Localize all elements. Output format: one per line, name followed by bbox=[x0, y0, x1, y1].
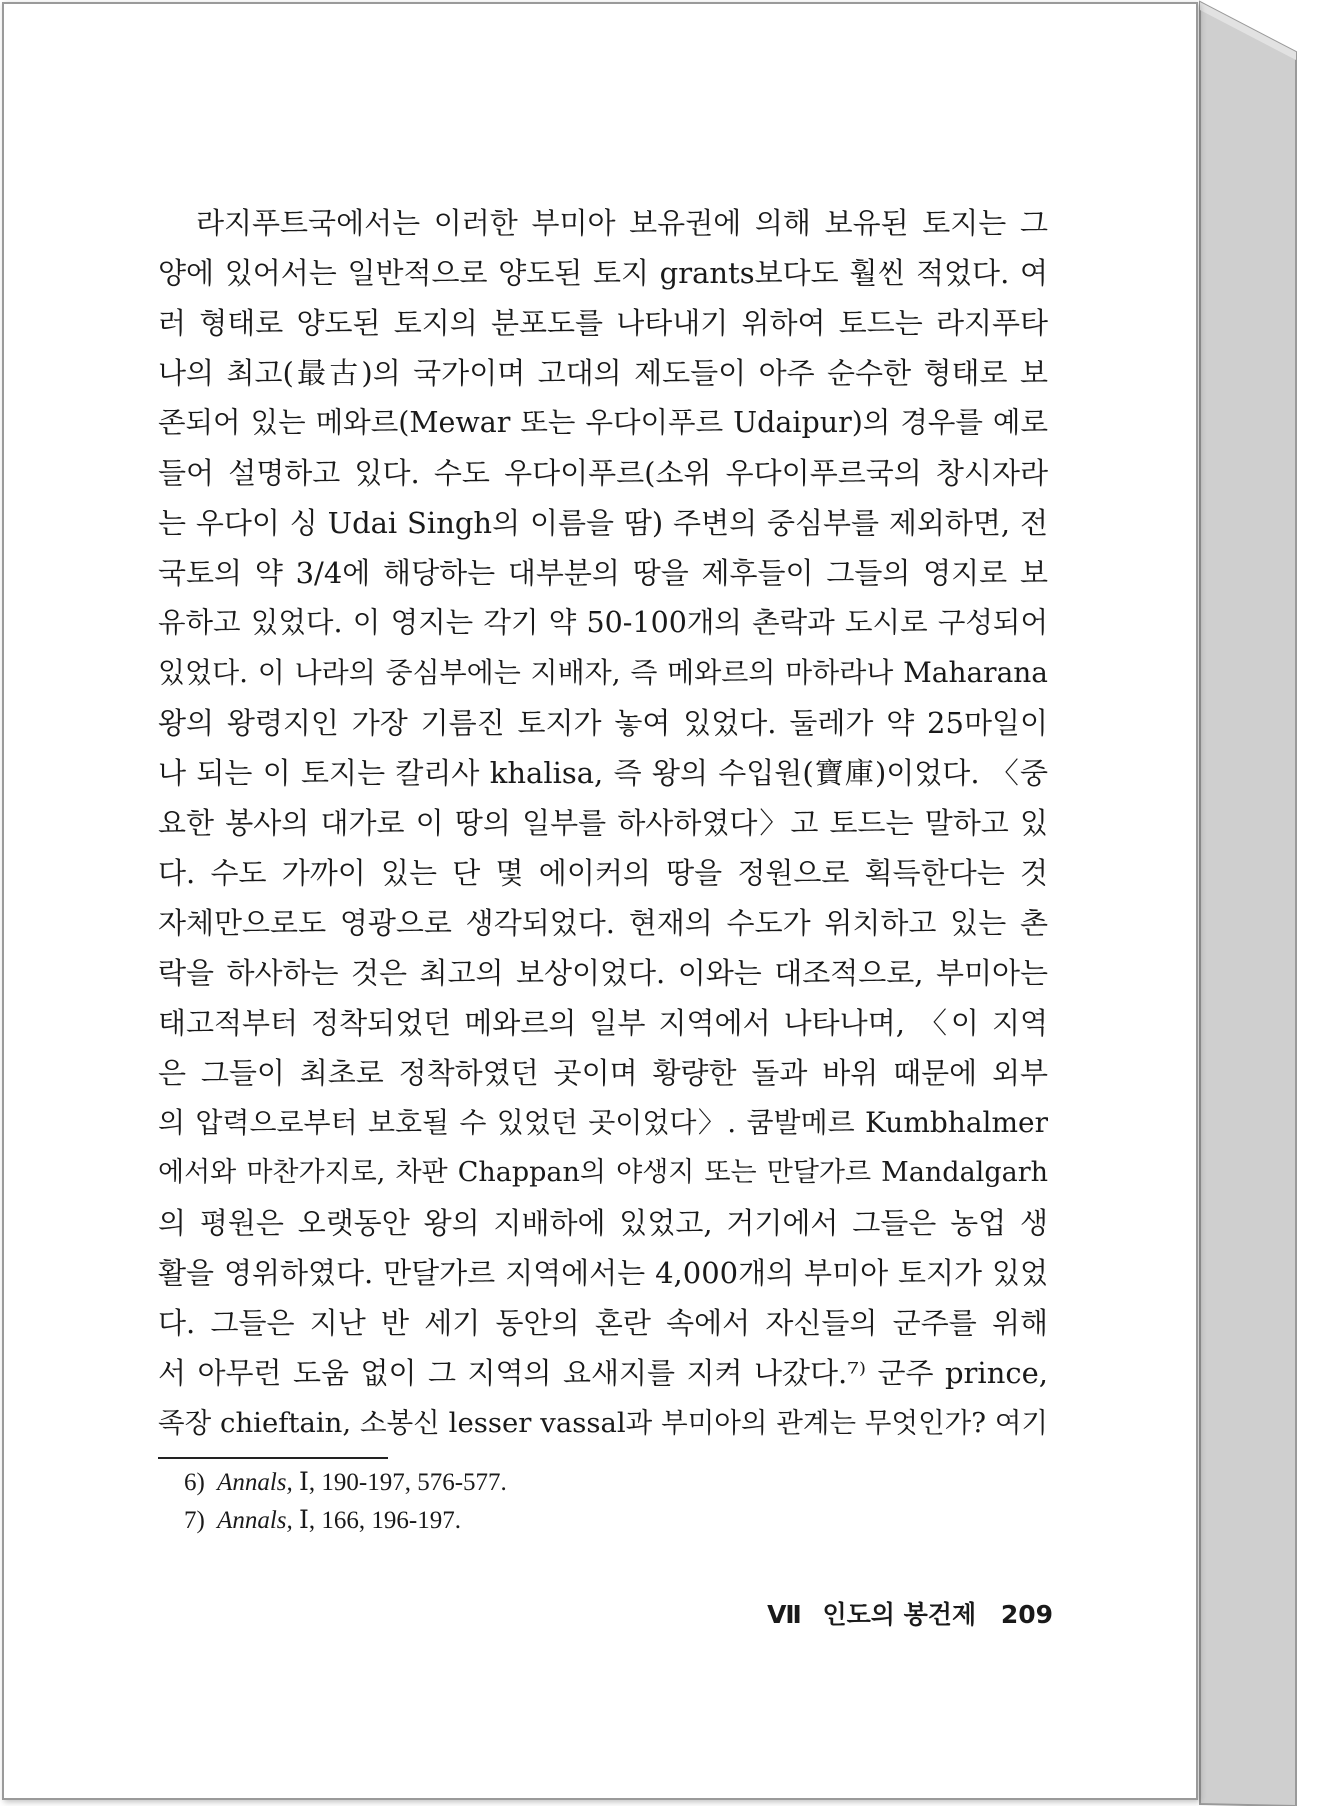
body-line: 국토의 약 3/4에 해당하는 대부분의 땅을 제후들이 그들의 영지로 보 bbox=[158, 556, 1048, 590]
body-line: 러 형태로 양도된 토지의 분포도를 나타내기 위하여 토드는 라지푸타 bbox=[158, 306, 1048, 340]
footnote-work-title: Annals, bbox=[217, 1507, 293, 1534]
body-line: 태고적부터 정착되었던 메와르의 일부 지역에서 나타나며, 〈이 지역 bbox=[158, 1006, 1048, 1040]
footnote-reference: Ⅰ, 166, 196-197. bbox=[299, 1507, 461, 1534]
body-text bbox=[158, 198, 1048, 1448]
body-line: 요한 봉사의 대가로 이 땅의 일부를 하사하였다〉고 토드는 말하고 있 bbox=[158, 806, 1048, 840]
body-line: 자체만으로도 영광으로 생각되었다. 현재의 수도가 위치하고 있는 촌 bbox=[158, 906, 1048, 940]
chapter-number: Ⅶ bbox=[767, 1600, 802, 1629]
footnotes bbox=[184, 1464, 507, 1540]
footnote-work-title: Annals, bbox=[217, 1469, 293, 1496]
body-line: 의 압력으로부터 보호될 수 있었던 곳이었다〉. 쿰발메르 Kumbhalmer bbox=[158, 1106, 1048, 1139]
body-line: 나 되는 이 토지는 칼리사 khalisa, 즉 왕의 수입원(寶庫)이었다. 〈중 bbox=[158, 756, 1048, 790]
running-footer bbox=[767, 1595, 1053, 1631]
body-line: 는 우다이 싱 Udai Singh의 이름을 땀) 주변의 중심부를 제외하면, 전 bbox=[158, 506, 1048, 540]
body-line: 의 평원은 오랫동안 왕의 지배하에 있었고, 거기에서 그들은 농업 생 bbox=[158, 1206, 1048, 1240]
body-line: 왕의 왕령지인 가장 기름진 토지가 놓여 있었다. 둘레가 약 25마일이 bbox=[158, 706, 1048, 740]
body-line: 다. 그들은 지난 반 세기 동안의 혼란 속에서 자신들의 군주를 위해 bbox=[158, 1306, 1048, 1340]
body-line: 유하고 있었다. 이 영지는 각기 약 50-100개의 촌락과 도시로 구성되어 bbox=[158, 606, 1048, 639]
footnote bbox=[184, 1464, 507, 1502]
body-line: 양에 있어서는 일반적으로 양도된 토지 grants보다도 훨씬 적었다. 여 bbox=[158, 256, 1048, 290]
body-line: 은 그들이 최초로 정착하였던 곳이며 황량한 돌과 바위 때문에 외부 bbox=[158, 1056, 1048, 1090]
footnote bbox=[184, 1502, 507, 1540]
page-number: 209 bbox=[1000, 1600, 1053, 1629]
body-line: 락을 하사하는 것은 최고의 보상이었다. 이와는 대조적으로, 부미아는 bbox=[158, 956, 1048, 990]
body-line: 족장 chieftain, 소봉신 lesser vassal과 부미아의 관계는 무엇인가? 여기 bbox=[158, 1407, 1048, 1439]
body-line: 라지푸트국에서는 이러한 부미아 보유권에 의해 보유된 토지는 그 bbox=[196, 206, 1048, 240]
footnote-number: 7) bbox=[184, 1507, 205, 1534]
footnote-reference: Ⅰ, 190-197, 576-577. bbox=[299, 1469, 507, 1496]
body-line: 활을 영위하였다. 만달가르 지역에서는 4,000개의 부미아 토지가 있었 bbox=[158, 1256, 1048, 1290]
body-line: 다. 수도 가까이 있는 단 몇 에이커의 땅을 정원으로 획득한다는 것 bbox=[158, 856, 1048, 890]
body-line: 들어 설명하고 있다. 수도 우다이푸르(소위 우다이푸르국의 창시자라 bbox=[158, 456, 1048, 490]
body-line: 있었다. 이 나라의 중심부에는 지배자, 즉 메와르의 마하라나 Maharana bbox=[158, 656, 1048, 689]
footnote-divider bbox=[158, 1457, 388, 1459]
body-line: 서 아무런 도움 없이 그 지역의 요새지를 지켜 나갔다.⁷⁾ 군주 prince, bbox=[158, 1356, 1048, 1390]
body-line: 존되어 있는 메와르(Mewar 또는 우다이푸르 Udaipur)의 경우를 예로 bbox=[158, 406, 1048, 439]
footnote-number: 6) bbox=[184, 1469, 205, 1496]
body-line: 나의 최고(最古)의 국가이며 고대의 제도들이 아주 순수한 형태로 보 bbox=[158, 356, 1048, 390]
chapter-title: 인도의 봉건제 bbox=[822, 1600, 977, 1629]
body-line: 에서와 마찬가지로, 차판 Chappan의 야생지 또는 만달가르 Mandalgarh bbox=[158, 1157, 1048, 1188]
